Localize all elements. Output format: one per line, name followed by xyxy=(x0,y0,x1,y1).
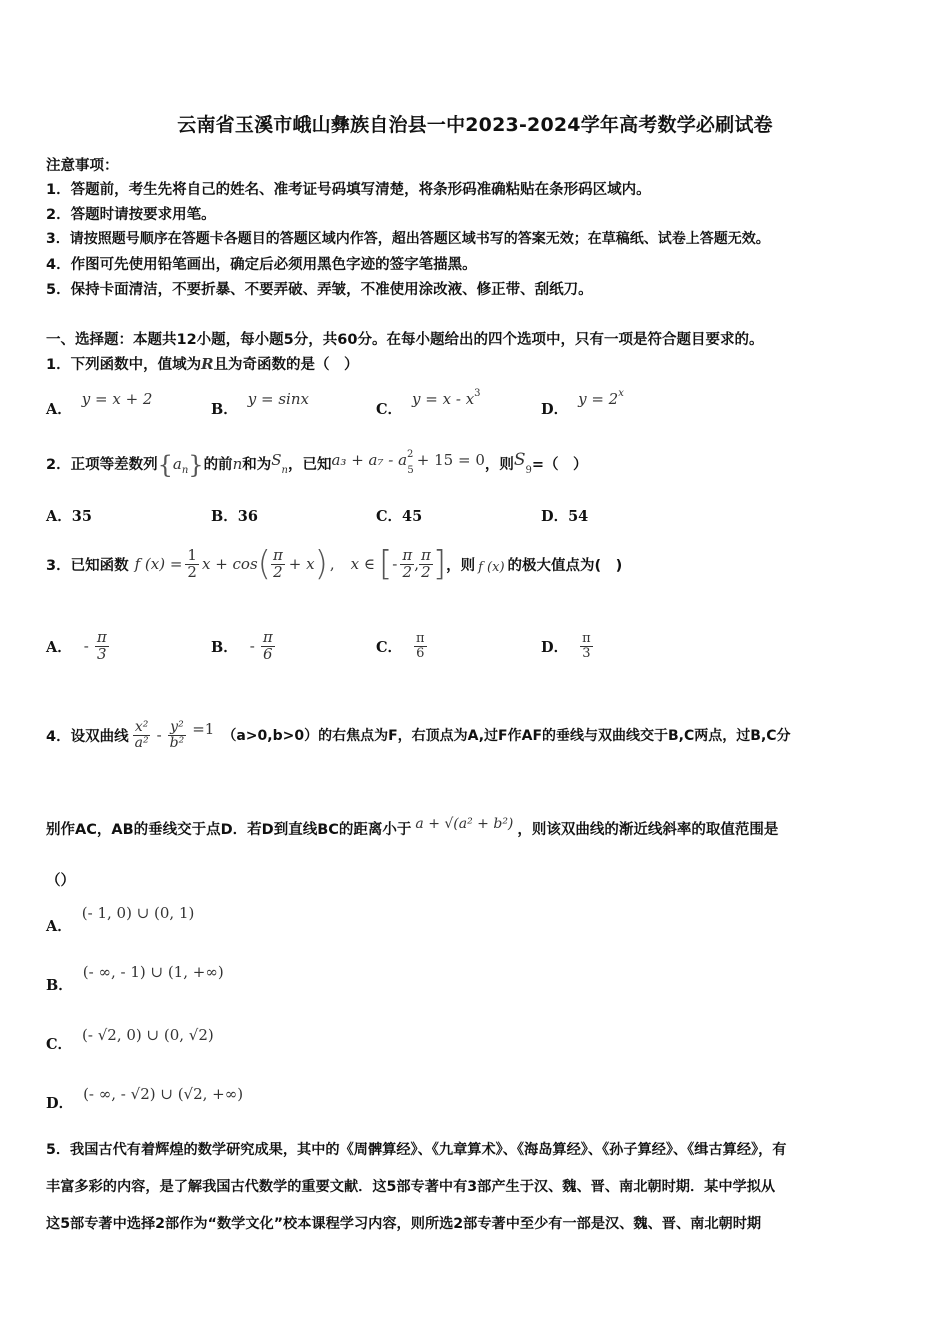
q2-option-b[interactable]: B．36 xyxy=(211,508,258,525)
q2-option-d[interactable]: D．54 xyxy=(541,508,589,525)
question-4-stem-cont: 别作AC，AB的垂线交于点D．若D到直线BC的距离小于 a + √(a² + b²) ，则该双曲线的渐近线斜率的取值范围是 xyxy=(46,816,779,838)
question-5-line: 丰富多彩的内容，是了解我国古代数学的重要文献．这5部专著中有3部产生于汉、魏、晋、南北朝时期．某中学拟从 xyxy=(46,1179,776,1195)
q3-option-b[interactable]: B． - $\frac{\pi}{6}$ xyxy=(211,627,273,663)
q2-option-a[interactable]: A．35 xyxy=(46,508,92,525)
question-4-stem: 4．设双曲线 $\frac{\text{x²}}{\text{a²}}$ - $\frac{\text{y²}}{\text{b²}}$ =1 （a>0,b>0）的右焦点为F，右顶点为A,过F作AF的垂线与双曲线交于B,C两点，过B,C分 xyxy=(46,718,791,751)
q4-option-c[interactable]: C．(- √2, 0) ∪ (0, √2) xyxy=(46,1026,214,1053)
question-5-line: 这5部专著中选择2部作为“数学文化”校本课程学习内容，则所选2部专著中至少有一部是汉、魏、晋、南北朝时期 xyxy=(46,1216,762,1232)
page-title: 云南省玉溪市峨山彝族自治县一中2023-2024学年高考数学必刷试卷 xyxy=(177,114,773,136)
question-3-stem: 3．已知函数 f (x) = $\frac{1}{2}$ x + cos ( $\frac{\pi}{2}$ + x ) , x ∈ [ - $\frac{\pi}{2}$ , $\frac{\pi}{2}$ ] ，则 f (x) 的极大值点为( ) xyxy=(46,544,623,584)
q1-option-d[interactable]: D．$y = 2^x$ xyxy=(541,388,624,418)
section-heading: 一、选择题：本题共12小题，每小题5分，共60分。在每小题给出的四个选项中，只有一项是符合题目要求的。 xyxy=(46,332,764,348)
q1-option-b[interactable]: B．y = sinx xyxy=(211,390,309,418)
question-1-stem: 1．下列函数中，值域为R且为奇函数的是（ ） xyxy=(46,355,359,373)
note-item: 1．答题前，考生先将自己的姓名、准考证号码填写清楚，将条形码准确粘贴在条形码区域内。 xyxy=(46,182,651,198)
question-4-paren: （） xyxy=(46,873,75,889)
q1-option-a[interactable]: A．y = x + 2 xyxy=(46,390,153,418)
note-item: 4．作图可先使用铅笔画出，确定后必须用黑色字迹的签字笔描黑。 xyxy=(46,257,477,273)
q4-option-b[interactable]: B．(- ∞, - 1) ∪ (1, +∞) xyxy=(46,963,224,994)
q4-option-d[interactable]: D．(- ∞, - √2) ∪ (√2, +∞) xyxy=(46,1085,244,1112)
q3-option-c[interactable]: C． $\frac{\pi}{6}$ xyxy=(376,630,425,661)
note-item: 5．保持卡面清洁，不要折暴、不要弄破、弄皱，不准使用涂改液、修正带、刮纸刀。 xyxy=(46,282,593,298)
notes-heading: 注意事项： xyxy=(46,158,119,174)
q1-option-c[interactable]: C．$y = x - x^3$ xyxy=(376,388,481,418)
q2-option-c[interactable]: C．45 xyxy=(376,508,423,525)
question-2-stem: 2．正项等差数列$\{a_n\}$的前n和为$S_n$，已知$a_3 + a_7 - a^2_5+ 15 = 0$，则$S_9=$（ ） xyxy=(46,449,588,479)
q3-option-a[interactable]: A． - $\frac{\pi}{3}$ xyxy=(46,627,107,663)
q3-option-d[interactable]: D． $\frac{\pi}{3}$ xyxy=(541,630,591,661)
q4-option-a[interactable]: A．(- 1, 0) ∪ (0, 1) xyxy=(46,904,195,935)
note-item: 2．答题时请按要求用笔。 xyxy=(46,207,216,223)
question-5-line: 5．我国古代有着辉煌的数学研究成果，其中的《周髀算经》、《九章算术》、《海岛算经》、《孙子算经》、《缉古算经》，有 xyxy=(46,1142,787,1158)
note-item: 3．请按照题号顺序在答题卡各题目的答题区域内作答，超出答题区域书写的答案无效；在草稿纸、试卷上答题无效。 xyxy=(46,231,770,247)
